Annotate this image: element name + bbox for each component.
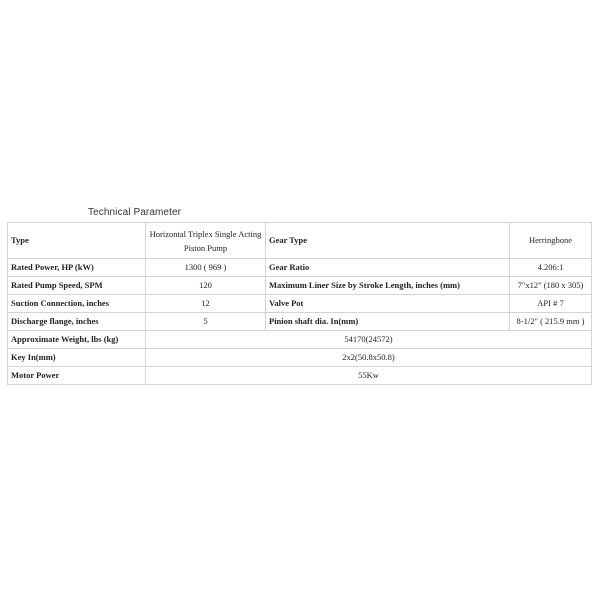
param-label-gear-ratio: Gear Ratio xyxy=(266,259,510,277)
param-value-approximate-weight: 54170(24572) xyxy=(146,331,592,349)
table-row xyxy=(8,313,592,331)
param-value-pinion-shaft-dia: 8-1/2" ( 215.9 mm ) xyxy=(510,313,592,331)
param-value-rated-power: 1300 ( 969 ) xyxy=(146,259,266,277)
param-label-rated-power: Rated Power, HP (kW) xyxy=(8,259,146,277)
param-value-key: 2x2(50.8x50.8) xyxy=(146,349,592,367)
param-label-suction-connection: Suction Connection, inches xyxy=(8,295,146,313)
param-value-gear-ratio: 4.206:1 xyxy=(510,259,592,277)
param-label-gear-type: Gear Type xyxy=(266,223,510,259)
param-value-gear-type: Herringbone xyxy=(510,223,592,259)
param-value-type: Horizontal Triplex Single Acting Piston Pump xyxy=(146,223,266,259)
param-value-suction-connection: 12 xyxy=(146,295,266,313)
param-value-rated-pump-speed: 120 xyxy=(146,277,266,295)
param-label-approximate-weight: Approximate Weight, lbs (kg) xyxy=(8,331,146,349)
table-row xyxy=(8,277,592,295)
param-value-discharge-flange: 5 xyxy=(146,313,266,331)
table-row xyxy=(8,331,592,349)
table-row xyxy=(8,367,592,385)
table-caption: Technical Parameter xyxy=(88,207,182,218)
param-value-motor-power: 55Kw xyxy=(146,367,592,385)
table-row xyxy=(8,259,592,277)
technical-parameter-table xyxy=(7,222,592,385)
table-row xyxy=(8,223,592,259)
param-value-max-liner-size: 7"x12" (180 x 305) xyxy=(510,277,592,295)
param-label-motor-power: Motor Power xyxy=(8,367,146,385)
param-label-rated-pump-speed: Rated Pump Speed, SPM xyxy=(8,277,146,295)
table-row xyxy=(8,349,592,367)
param-label-type: Type xyxy=(8,223,146,259)
param-label-discharge-flange: Discharge flange, inches xyxy=(8,313,146,331)
param-label-key: Key In(mm) xyxy=(8,349,146,367)
table-row xyxy=(8,295,592,313)
param-label-pinion-shaft-dia: Pinion shaft dia. In(mm) xyxy=(266,313,510,331)
param-label-max-liner-size: Maximum Liner Size by Stroke Length, inches (mm) xyxy=(266,277,510,295)
param-label-valve-pot: Valve Pot xyxy=(266,295,510,313)
param-value-valve-pot: API # 7 xyxy=(510,295,592,313)
